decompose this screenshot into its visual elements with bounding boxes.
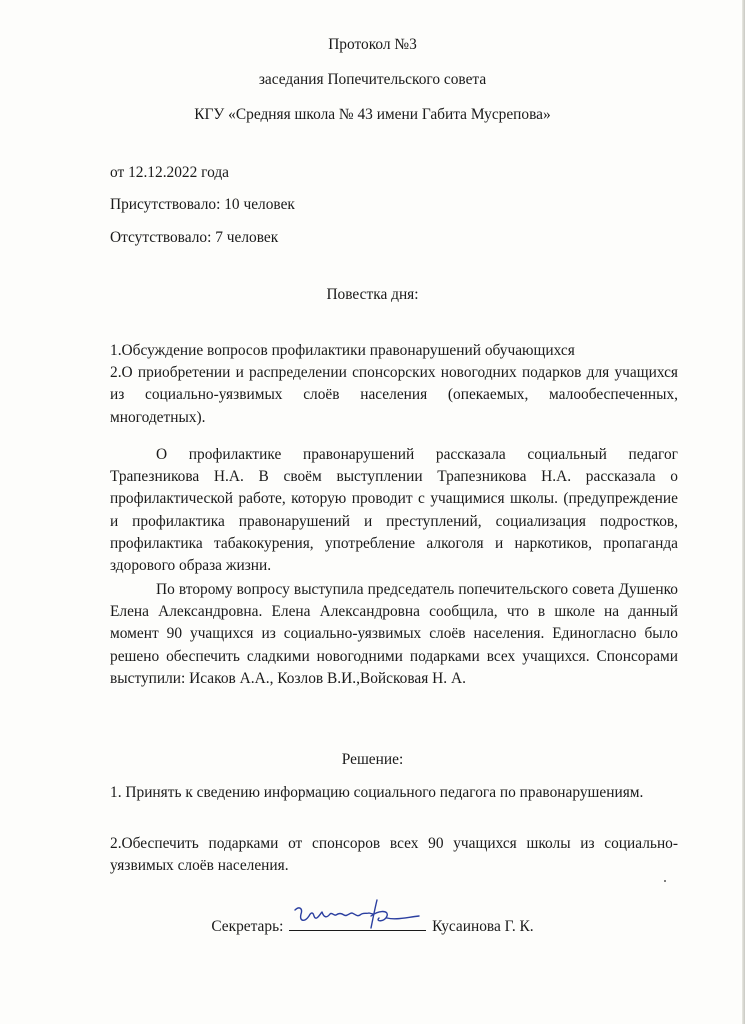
- agenda-item: 2.О приобретении и распределении спонсорских новогодних подарков для учащихся из социально-уязвимых слоёв населения (опекаемых, малообеспеченных, многодетных).: [110, 364, 678, 426]
- attendance-absent: Отсутствовало: 7 человек: [110, 229, 279, 246]
- attendance-present: Присутствовало: 10 человек: [110, 196, 295, 213]
- agenda-heading: Повестка дня:: [326, 286, 419, 303]
- signature-blank: [289, 912, 426, 931]
- handwritten-signature-icon: [289, 898, 426, 932]
- organization-name: КГУ «Средняя школа № 43 имени Габита Мусрепова»: [194, 106, 551, 123]
- decision-heading: Решение:: [341, 751, 404, 768]
- signature-line: [0, 912, 745, 936]
- decision-item-2: 2.Обеспечить подарками от спонсоров всех 90 учащихся школы из социально-уязвимых слоёв населения.: [110, 835, 678, 875]
- protocol-subtitle: заседания Попечительского совета: [258, 71, 487, 88]
- agenda-item: 1.Обсуждение вопросов профилактики правонарушений обучающихся: [110, 342, 575, 359]
- agenda-list: [110, 340, 678, 429]
- paragraph-second-question: По второму вопросу выступила председатель попечительского совета Душенко Елена Александровна. Елена Александровна сообщила, что в школе на данный момент 90 учащихся из социально-уязвимых слоёв населения. Единогласно было решено обеспечить сладкими новогодними подарками всех учащихся. Спонсорами выступили: Исаков А.А., Козлов В.И.,Войсковая Н. А.: [110, 581, 678, 687]
- meeting-date: от 12.12.2022 года: [110, 164, 230, 181]
- paragraph-prevention: О профилактике правонарушений рассказала социальный педагог Трапезникова Н.А. В своём выступлении Трапезникова Н.А. рассказала о профилактической работе, которую проводит с учащимися школы. (предупреждение и профилактика правонарушений и преступлений, социализация подростков, профилактика табакокурения, употребление алкоголя и наркотиков, пропаганда здорового образа жизни.: [110, 446, 678, 575]
- scan-speck: [664, 880, 666, 882]
- decision-item-1: 1. Принять к сведению информацию социального педагога по правонарушениям.: [110, 784, 644, 801]
- signature-role: Секретарь:: [211, 918, 284, 935]
- signature-name: Кусаинова Г. К.: [432, 918, 534, 935]
- protocol-title: Протокол №3: [328, 36, 417, 53]
